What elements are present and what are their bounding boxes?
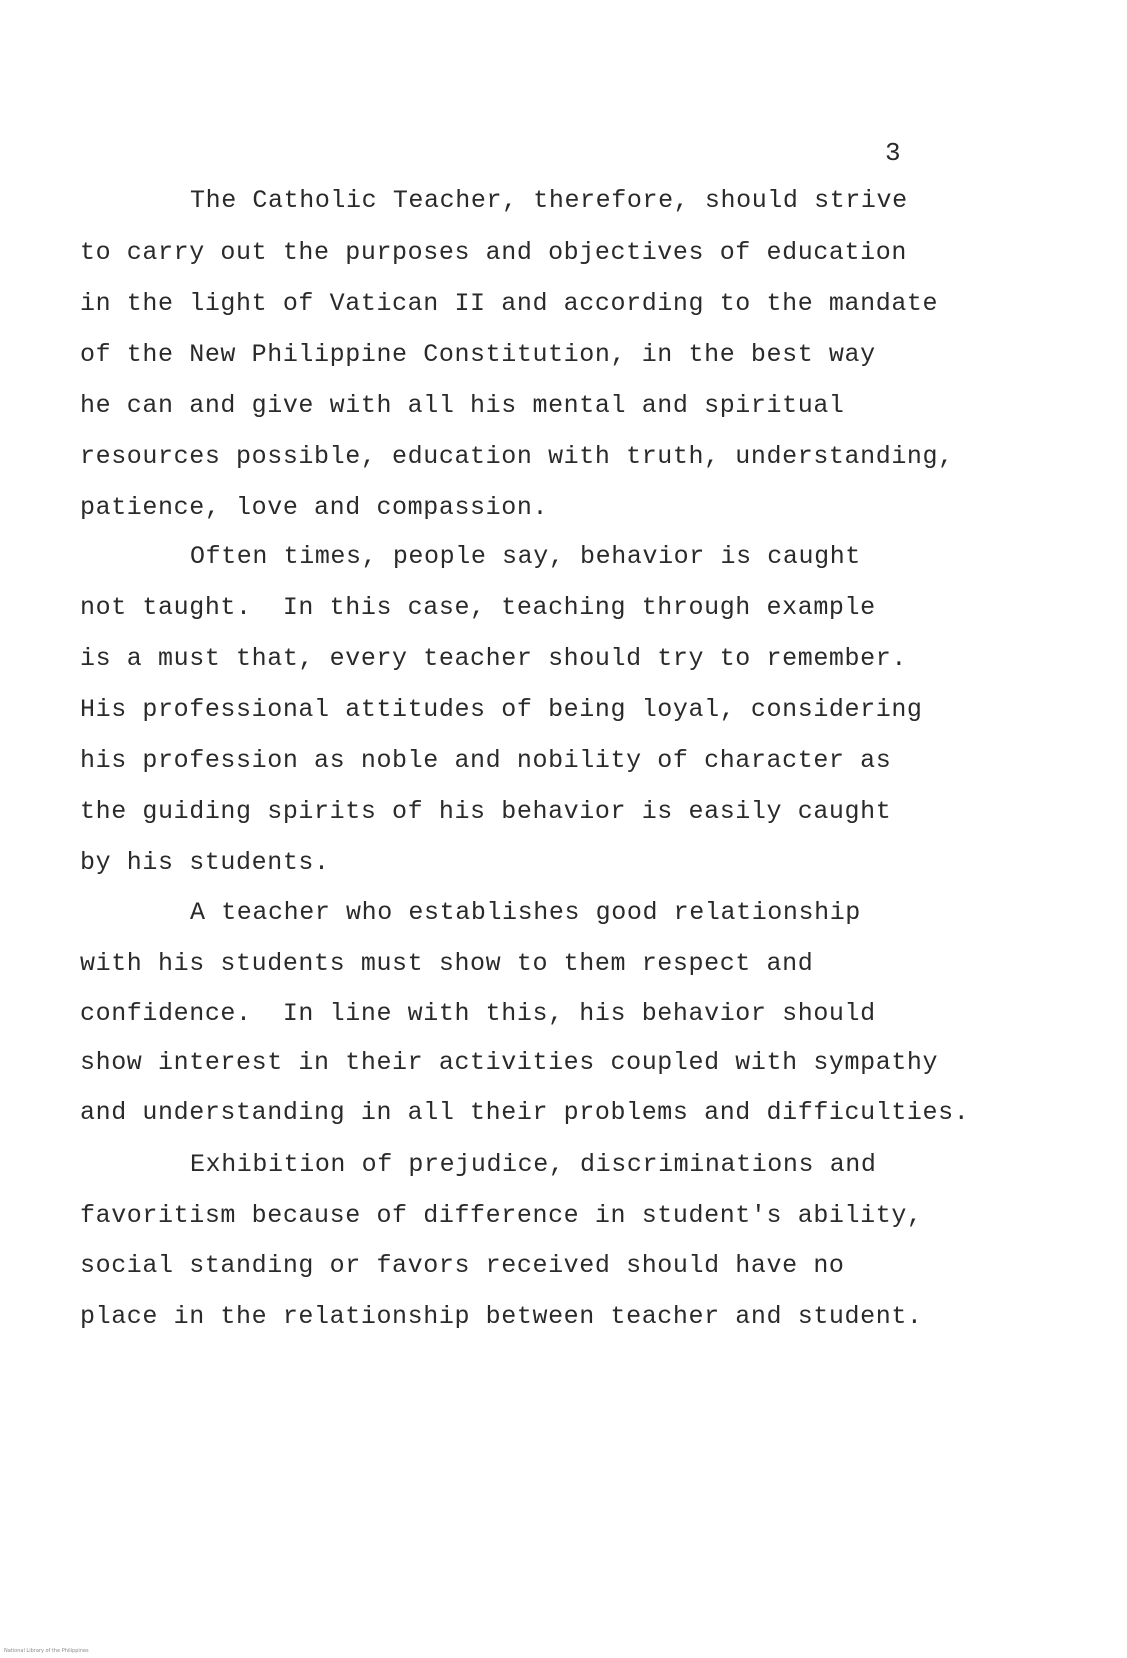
text-line: Often times, people say, behavior is caught [190, 542, 861, 571]
text-line: in the light of Vatican II and according to the mandate [80, 289, 939, 318]
text-line: social standing or favors received should have no [80, 1251, 845, 1280]
text-line: His professional attitudes of being loyal, considering [80, 695, 923, 724]
text-line: Exhibition of prejudice, discriminations and [190, 1150, 877, 1179]
text-line: he can and give with all his mental and spiritual [80, 391, 845, 420]
text-line: not taught. In this case, teaching through example [80, 593, 876, 622]
text-line: The Catholic Teacher, therefore, should strive [190, 186, 908, 215]
footer-watermark: National Library of the Philippines [4, 1648, 89, 1654]
text-line: show interest in their activities coupled with sympathy [80, 1048, 939, 1077]
text-line: to carry out the purposes and objectives of education [80, 238, 907, 267]
text-line: with his students must show to them respect and [80, 949, 814, 978]
text-line: by his students. [80, 848, 330, 877]
text-line: his profession as noble and nobility of character as [80, 746, 892, 775]
page-number: 3 [885, 138, 901, 168]
text-line: is a must that, every teacher should try to remember. [80, 644, 907, 673]
text-line: of the New Philippine Constitution, in the best way [80, 340, 876, 369]
text-line: confidence. In line with this, his behavior should [80, 999, 876, 1028]
text-line: patience, love and compassion. [80, 493, 549, 522]
text-line: place in the relationship between teacher and student. [80, 1302, 923, 1331]
text-line: A teacher who establishes good relationship [190, 898, 861, 927]
text-line: favoritism because of difference in student's ability, [80, 1201, 923, 1230]
text-line: resources possible, education with truth, understanding, [80, 442, 954, 471]
text-line: and understanding in all their problems and difficulties. [80, 1098, 970, 1127]
text-line: the guiding spirits of his behavior is easily caught [80, 797, 892, 826]
